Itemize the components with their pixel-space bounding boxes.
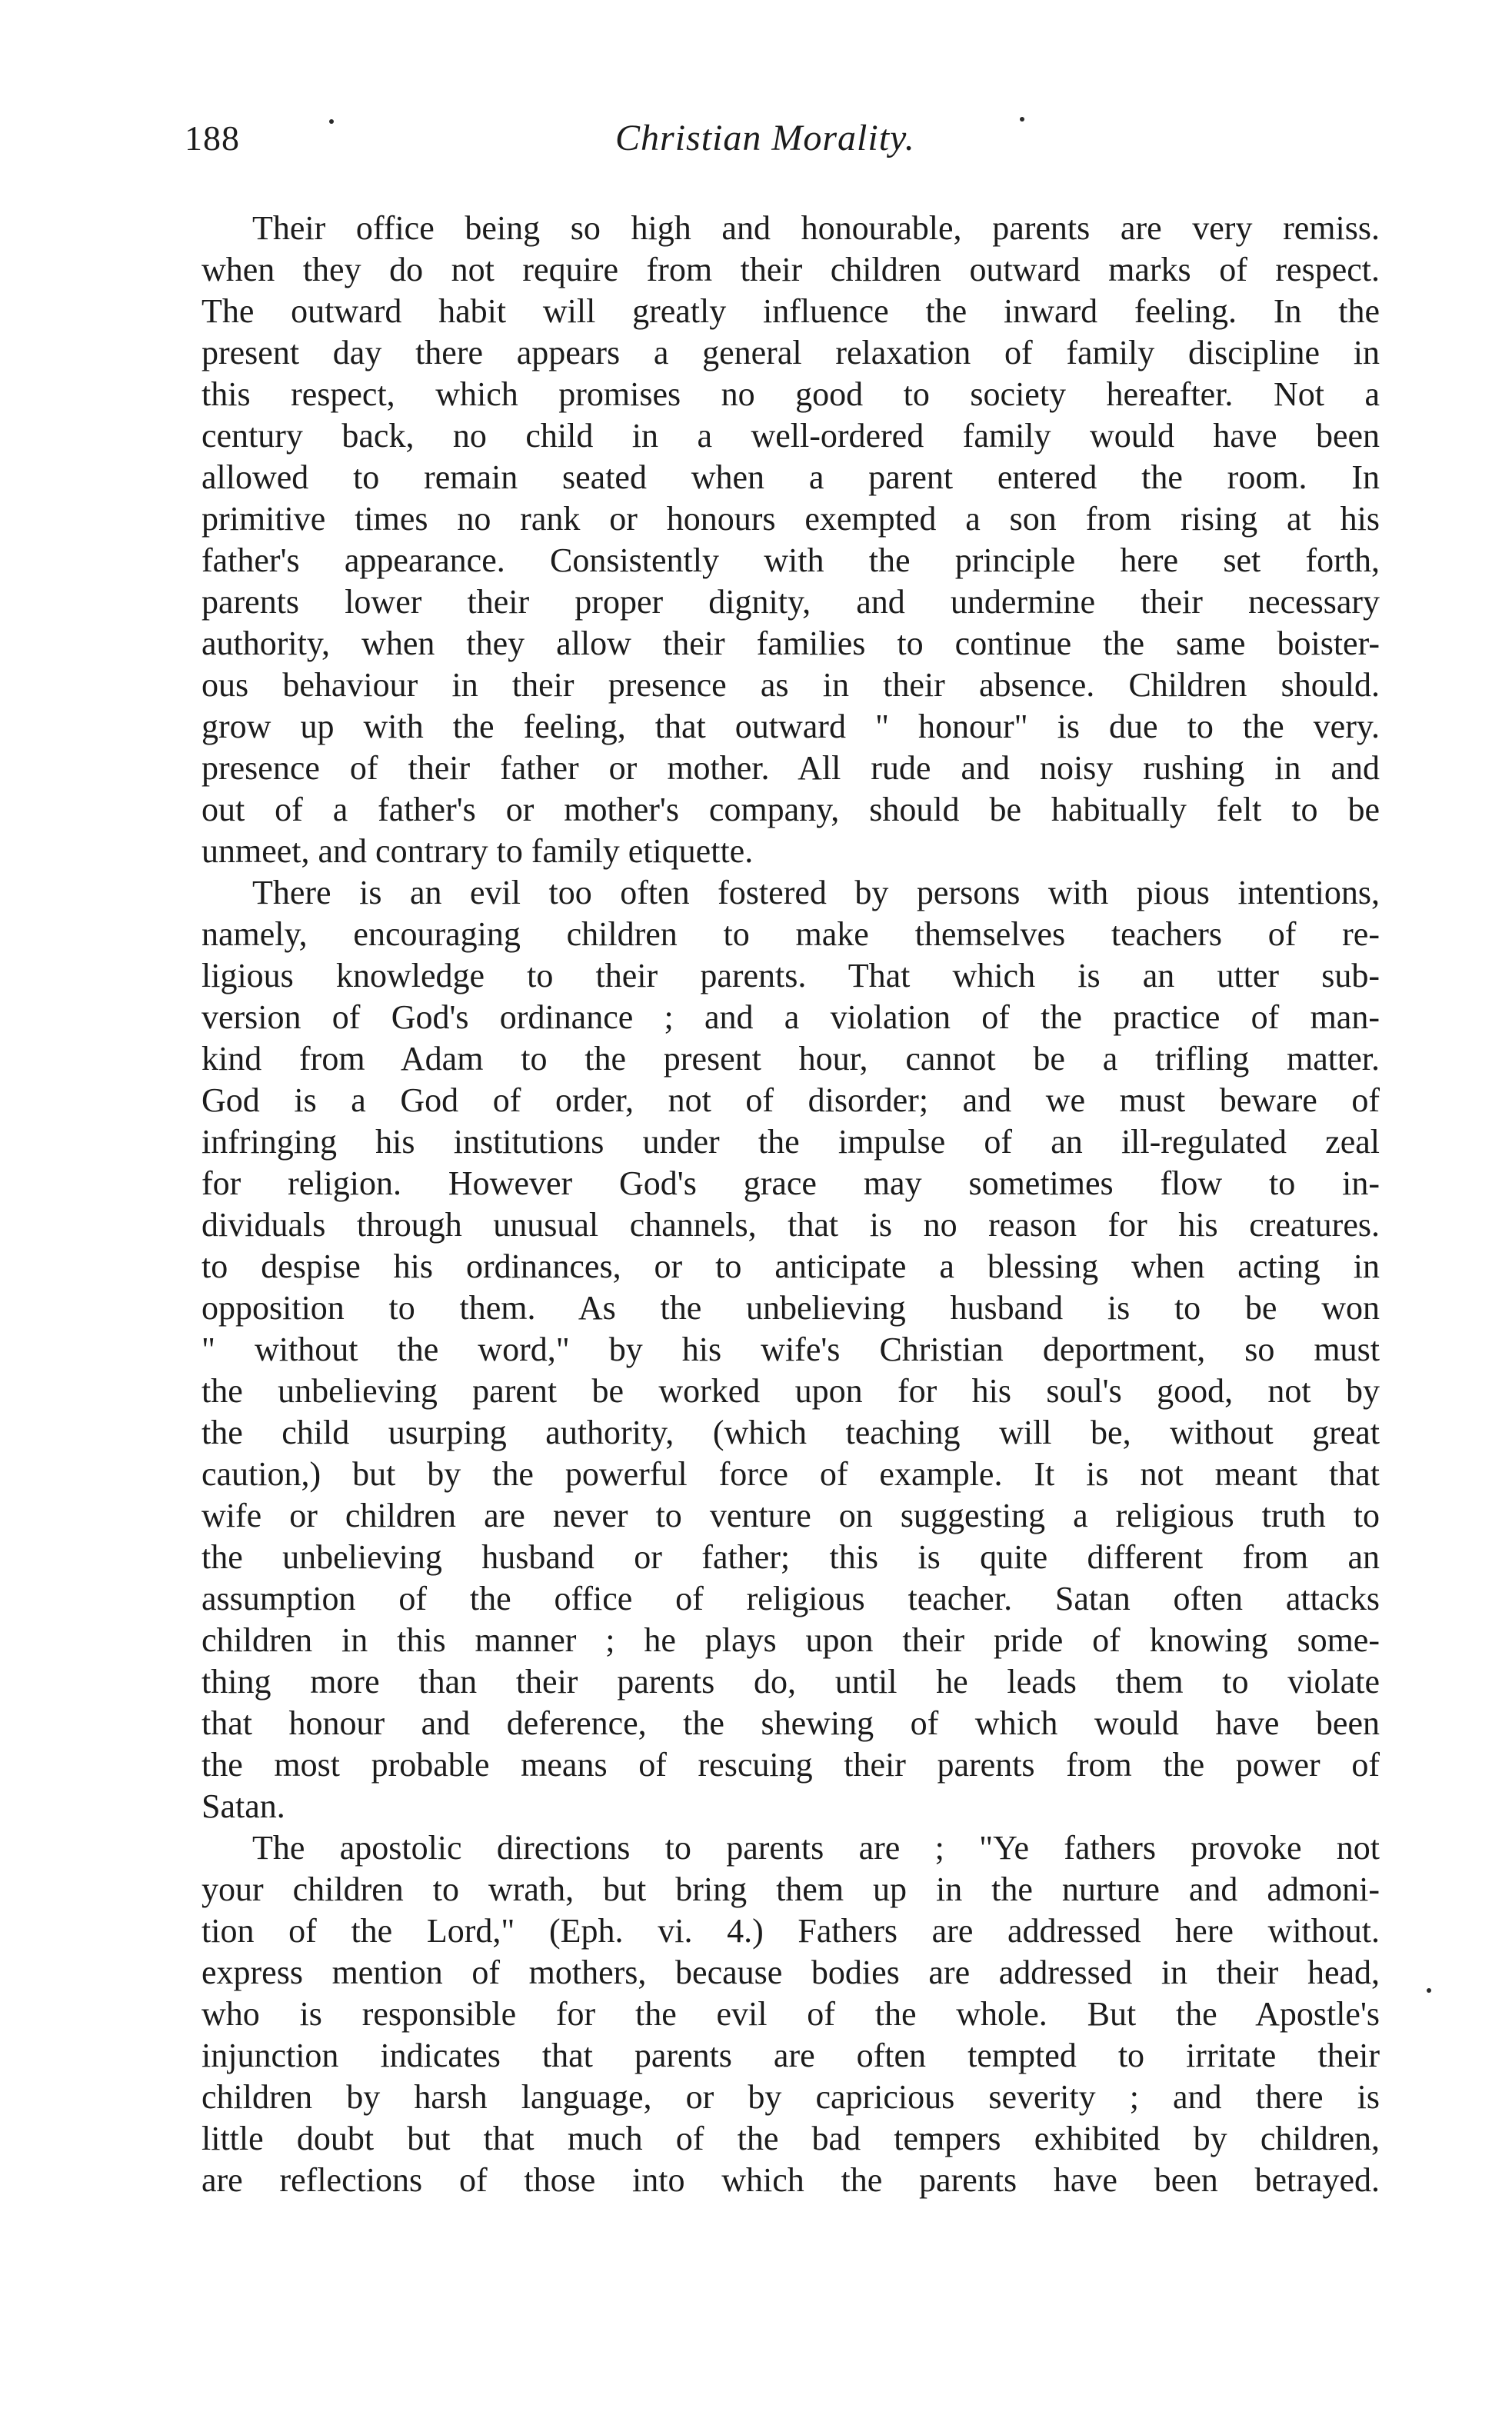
text-line: ous behaviour in their presence as in their absence. Children should. bbox=[201, 666, 1380, 704]
paragraph bbox=[201, 208, 1380, 872]
text-line: ligious knowledge to their parents. That which is an utter sub- bbox=[201, 957, 1380, 994]
text-line: your children to wrath, but bring them up in the nurture and admoni- bbox=[201, 1870, 1380, 1908]
text-line: The apostolic directions to parents are ; "Ye fathers provoke not bbox=[252, 1829, 1380, 1867]
print-speck bbox=[1020, 117, 1024, 122]
text-line: The outward habit will greatly influence the inward feeling. In the bbox=[201, 292, 1380, 330]
page-number: 188 bbox=[185, 118, 240, 158]
text-line: opposition to them. As the unbelieving husband is to be won bbox=[201, 1289, 1380, 1327]
text-line: the child usurping authority, (which teaching will be, without great bbox=[201, 1414, 1380, 1451]
text-line: tion of the Lord," (Eph. vi. 4.) Fathers are addressed here without. bbox=[201, 1912, 1380, 1950]
text-line: dividuals through unusual channels, that is no reason for his creatures. bbox=[201, 1206, 1380, 1244]
text-line: thing more than their parents do, until he leads them to violate bbox=[201, 1663, 1380, 1701]
running-head bbox=[185, 115, 1384, 177]
text-line: injunction indicates that parents are often tempted to irritate their bbox=[201, 2037, 1380, 2074]
text-line: little doubt but that much of the bad tempers exhibited by children, bbox=[201, 2120, 1380, 2157]
text-line: are reflections of those into which the parents have been betrayed. bbox=[201, 2161, 1380, 2199]
text-line: primitive times no rank or honours exempted a son from rising at his bbox=[201, 500, 1380, 538]
text-line: to despise his ordinances, or to anticipate a blessing when acting in bbox=[201, 1247, 1380, 1285]
text-line: when they do not require from their children outward marks of respect. bbox=[201, 251, 1380, 288]
text-line: There is an evil too often fostered by persons with pious intentions, bbox=[252, 874, 1380, 911]
text-line: express mention of mothers, because bodies are addressed in their head, bbox=[201, 1954, 1380, 1991]
text-line: parents lower their proper dignity, and undermine their necessary bbox=[201, 583, 1380, 621]
text-line: Satan. bbox=[201, 1787, 285, 1825]
text-line: century back, no child in a well-ordered family would have been bbox=[201, 417, 1380, 455]
paragraph bbox=[201, 872, 1380, 1827]
text-line: God is a God of order, not of disorder; and we must beware of bbox=[201, 1081, 1380, 1119]
text-line: Their office being so high and honourable, parents are very remiss. bbox=[252, 209, 1380, 247]
text-line: for religion. However God's grace may sometimes flow to in- bbox=[201, 1164, 1380, 1202]
text-line: kind from Adam to the present hour, cannot be a trifling matter. bbox=[201, 1040, 1380, 1078]
print-speck bbox=[1427, 1988, 1431, 1993]
text-line: unmeet, and contrary to family etiquette. bbox=[201, 832, 754, 870]
text-line: children in this manner ; he plays upon their pride of knowing some- bbox=[201, 1621, 1380, 1659]
text-line: allowed to remain seated when a parent entered the room. In bbox=[201, 458, 1380, 496]
body-text bbox=[201, 208, 1380, 2201]
text-line: present day there appears a general relaxation of family discipline in bbox=[201, 334, 1380, 371]
text-line: out of a father's or mother's company, should be habitually felt to be bbox=[201, 791, 1380, 828]
text-line: authority, when they allow their families to continue the same boister- bbox=[201, 625, 1380, 662]
text-line: caution,) but by the powerful force of example. It is not meant that bbox=[201, 1455, 1380, 1493]
print-speck bbox=[329, 119, 334, 124]
text-line: father's appearance. Consistently with the principle here set forth, bbox=[201, 541, 1380, 579]
text-line: version of God's ordinance ; and a violation of the practice of man- bbox=[201, 998, 1380, 1036]
page-title: Christian Morality. bbox=[615, 118, 915, 158]
text-line: " without the word," by his wife's Christian deportment, so must bbox=[201, 1331, 1380, 1368]
text-line: children by harsh language, or by capricious severity ; and there is bbox=[201, 2078, 1380, 2116]
text-line: the unbelieving parent be worked upon for his soul's good, not by bbox=[201, 1372, 1380, 1410]
text-line: that honour and deference, the shewing of which would have been bbox=[201, 1704, 1380, 1742]
text-line: wife or children are never to venture on suggesting a religious truth to bbox=[201, 1497, 1380, 1534]
text-line: the unbelieving husband or father; this is quite different from an bbox=[201, 1538, 1380, 1576]
text-line: who is responsible for the evil of the whole. But the Apostle's bbox=[201, 1995, 1380, 2033]
text-line: grow up with the feeling, that outward " honour" is due to the very. bbox=[201, 708, 1380, 745]
text-line: infringing his institutions under the impulse of an ill-regulated zeal bbox=[201, 1123, 1380, 1161]
text-line: this respect, which promises no good to society hereafter. Not a bbox=[201, 375, 1380, 413]
text-line: presence of their father or mother. All rude and noisy rushing in and bbox=[201, 749, 1380, 787]
paragraph bbox=[201, 1827, 1380, 2201]
text-line: namely, encouraging children to make themselves teachers of re- bbox=[201, 915, 1380, 953]
text-line: the most probable means of rescuing their parents from the power of bbox=[201, 1746, 1380, 1784]
text-line: assumption of the office of religious teacher. Satan often attacks bbox=[201, 1580, 1380, 1617]
